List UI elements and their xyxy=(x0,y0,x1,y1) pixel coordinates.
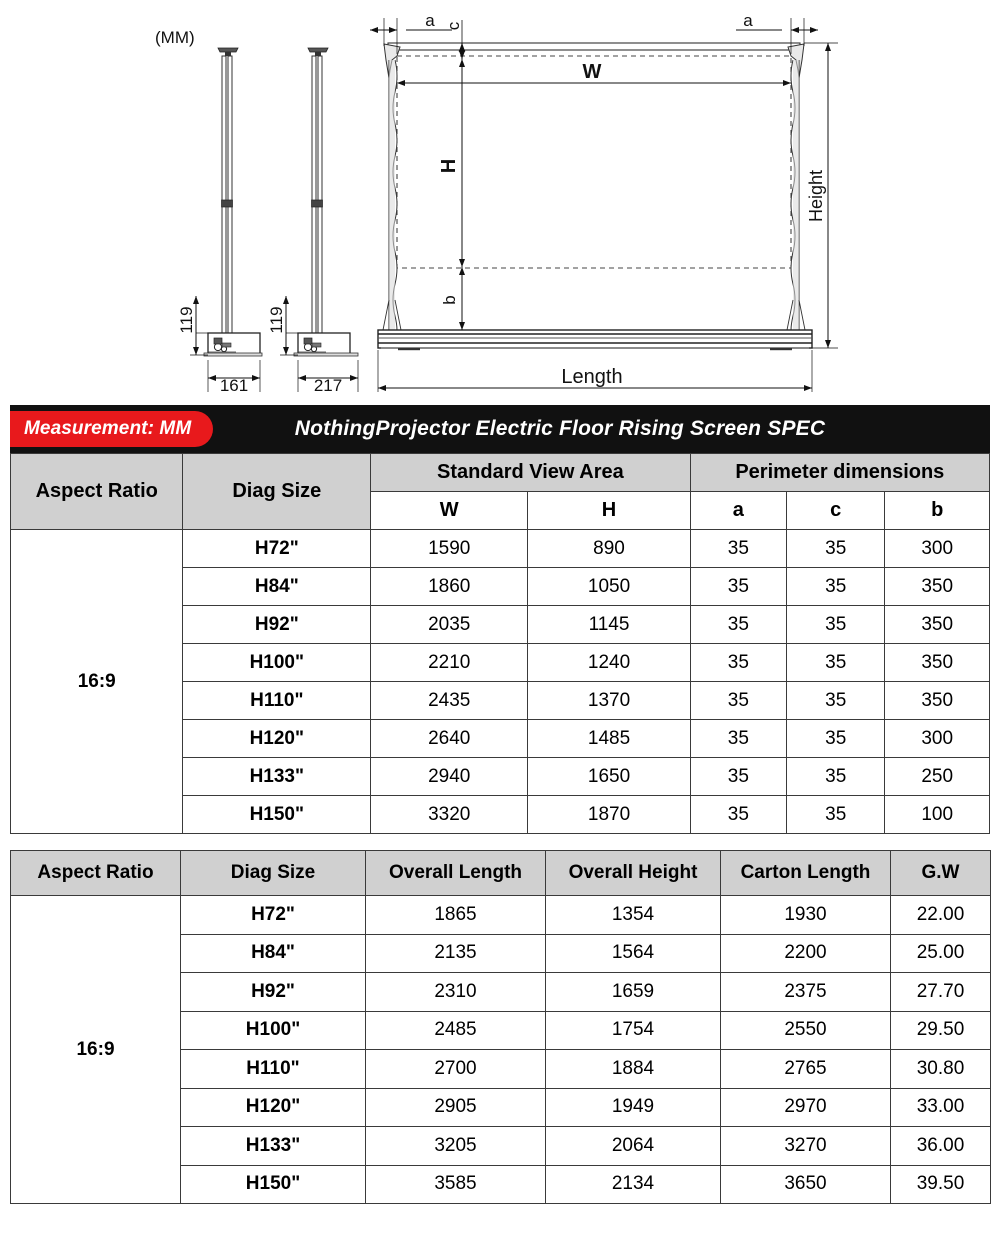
cell-perim-b: 100 xyxy=(885,796,990,834)
cell-diag: H92" xyxy=(181,973,366,1012)
cell-view-w: 2035 xyxy=(371,606,528,644)
cell-perim-b: 350 xyxy=(885,644,990,682)
dim-label-length: Length xyxy=(561,366,623,388)
cell-overall-height: 1564 xyxy=(546,934,721,973)
cell-perim-c: 35 xyxy=(787,758,885,796)
cell-perim-a: 35 xyxy=(690,758,786,796)
th2-diag-size: Diag Size xyxy=(181,851,366,896)
cell-carton-length: 2550 xyxy=(721,1011,891,1050)
spec-title: NothingProjector Electric Floor Rising Screen SPEC xyxy=(294,417,826,440)
cell-diag: H133" xyxy=(183,758,371,796)
cell-gross-weight: 39.50 xyxy=(891,1165,991,1204)
cell-diag: H110" xyxy=(181,1050,366,1089)
cell-perim-b: 350 xyxy=(885,682,990,720)
cell-overall-length: 2700 xyxy=(366,1050,546,1089)
cell-diag: H120" xyxy=(181,1088,366,1127)
th-aspect-ratio: Aspect Ratio xyxy=(11,454,183,530)
side-view-right-base-width-dim: 217 xyxy=(313,376,343,395)
cell-gross-weight: 22.00 xyxy=(891,896,991,935)
dim-label-a-right: a xyxy=(743,11,753,30)
cell-view-w: 1860 xyxy=(371,568,528,606)
cell-carton-length: 2375 xyxy=(721,973,891,1012)
table2-header-row xyxy=(11,851,991,896)
cell-view-h: 1650 xyxy=(528,758,690,796)
technical-drawing-svg xyxy=(0,0,1000,405)
spec-block xyxy=(0,405,1000,1204)
cell-gross-weight: 36.00 xyxy=(891,1127,991,1166)
cell-diag: H92" xyxy=(183,606,371,644)
cell-perim-a: 35 xyxy=(690,606,786,644)
standard-view-area-table xyxy=(10,453,990,834)
cell-perim-b: 300 xyxy=(885,530,990,568)
cell-perim-a: 35 xyxy=(690,530,786,568)
table-row xyxy=(11,896,991,935)
cell-perim-a: 35 xyxy=(690,644,786,682)
spec-title-bar xyxy=(10,405,990,453)
cell-carton-length: 2970 xyxy=(721,1088,891,1127)
cell-diag: H120" xyxy=(183,720,371,758)
dim-label-w: W xyxy=(582,61,602,83)
cell-perim-b: 350 xyxy=(885,606,990,644)
th-c: c xyxy=(787,492,885,530)
th2-carton-length: Carton Length xyxy=(721,851,891,896)
th2-gw: G.W xyxy=(891,851,991,896)
cell-view-w: 2940 xyxy=(371,758,528,796)
cell-diag: H72" xyxy=(181,896,366,935)
cell-view-w: 2640 xyxy=(371,720,528,758)
cell-overall-length: 3585 xyxy=(366,1165,546,1204)
dim-label-height: Height xyxy=(806,169,826,223)
cell-gross-weight: 33.00 xyxy=(891,1088,991,1127)
technical-drawing-area xyxy=(0,0,1000,405)
cell-overall-height: 1884 xyxy=(546,1050,721,1089)
cell-view-h: 1050 xyxy=(528,568,690,606)
dim-label-h: H xyxy=(438,158,460,174)
cell-view-h: 1370 xyxy=(528,682,690,720)
cell-diag: H84" xyxy=(181,934,366,973)
cell-diag: H133" xyxy=(181,1127,366,1166)
cell-overall-height: 2064 xyxy=(546,1127,721,1166)
side-view-right-height-dim: 119 xyxy=(267,306,286,334)
cell-perim-b: 250 xyxy=(885,758,990,796)
side-view-right xyxy=(267,48,358,395)
cell-perim-a: 35 xyxy=(690,568,786,606)
measurement-badge: Measurement: MM xyxy=(10,411,213,447)
cell-overall-length: 1865 xyxy=(366,896,546,935)
cell-carton-length: 1930 xyxy=(721,896,891,935)
cell-overall-height: 1354 xyxy=(546,896,721,935)
cell-view-w: 1590 xyxy=(371,530,528,568)
side-view-left-base-width-dim: 161 xyxy=(219,376,249,395)
dim-label-b: b xyxy=(440,295,459,305)
dim-label-a-left: a xyxy=(425,11,435,30)
th-b: b xyxy=(885,492,990,530)
th-standard-view-area: Standard View Area xyxy=(371,454,691,492)
unit-label: (MM) xyxy=(155,28,195,47)
cell-perim-a: 35 xyxy=(690,720,786,758)
table1-group-header-row xyxy=(11,454,990,492)
cell-view-h: 1145 xyxy=(528,606,690,644)
cell-gross-weight: 30.80 xyxy=(891,1050,991,1089)
cell-diag: H72" xyxy=(183,530,371,568)
th-h: H xyxy=(528,492,690,530)
cell-view-h: 1870 xyxy=(528,796,690,834)
cell-perim-b: 350 xyxy=(885,568,990,606)
cell-diag: H150" xyxy=(181,1165,366,1204)
cell-overall-height: 1949 xyxy=(546,1088,721,1127)
cell-carton-length: 3270 xyxy=(721,1127,891,1166)
cell-perim-c: 35 xyxy=(787,568,885,606)
table-row xyxy=(11,530,990,568)
cell-gross-weight: 29.50 xyxy=(891,1011,991,1050)
cell-aspect-ratio: 16:9 xyxy=(11,530,183,834)
th-a: a xyxy=(690,492,786,530)
cell-perim-a: 35 xyxy=(690,682,786,720)
table-spacer xyxy=(0,834,1000,850)
cell-perim-c: 35 xyxy=(787,606,885,644)
dim-label-c: c xyxy=(444,21,463,31)
cell-overall-length: 2135 xyxy=(366,934,546,973)
th-perimeter-dimensions: Perimeter dimensions xyxy=(690,454,989,492)
cell-view-w: 3320 xyxy=(371,796,528,834)
cell-view-w: 2435 xyxy=(371,682,528,720)
th-diag-size: Diag Size xyxy=(183,454,371,530)
cell-overall-length: 3205 xyxy=(366,1127,546,1166)
cell-diag: H84" xyxy=(183,568,371,606)
cell-diag: H150" xyxy=(183,796,371,834)
cell-overall-length: 2310 xyxy=(366,973,546,1012)
cell-gross-weight: 25.00 xyxy=(891,934,991,973)
cell-view-w: 2210 xyxy=(371,644,528,682)
cell-overall-length: 2485 xyxy=(366,1011,546,1050)
cell-view-h: 890 xyxy=(528,530,690,568)
th2-overall-height: Overall Height xyxy=(546,851,721,896)
cell-gross-weight: 27.70 xyxy=(891,973,991,1012)
cell-perim-c: 35 xyxy=(787,530,885,568)
cell-overall-length: 2905 xyxy=(366,1088,546,1127)
cell-view-h: 1485 xyxy=(528,720,690,758)
cell-perim-b: 300 xyxy=(885,720,990,758)
side-view-left xyxy=(177,48,262,395)
th2-overall-length: Overall Length xyxy=(366,851,546,896)
cell-perim-c: 35 xyxy=(787,720,885,758)
cell-diag: H110" xyxy=(183,682,371,720)
side-view-left-height-dim: 119 xyxy=(177,306,196,334)
cell-aspect-ratio: 16:9 xyxy=(11,896,181,1204)
th2-aspect-ratio: Aspect Ratio xyxy=(11,851,181,896)
cell-perim-c: 35 xyxy=(787,644,885,682)
overall-dimensions-table xyxy=(10,850,991,1204)
cell-overall-height: 1754 xyxy=(546,1011,721,1050)
cell-overall-height: 2134 xyxy=(546,1165,721,1204)
cell-view-h: 1240 xyxy=(528,644,690,682)
cell-perim-c: 35 xyxy=(787,796,885,834)
cell-carton-length: 2200 xyxy=(721,934,891,973)
cell-perim-c: 35 xyxy=(787,682,885,720)
cell-carton-length: 3650 xyxy=(721,1165,891,1204)
cell-carton-length: 2765 xyxy=(721,1050,891,1089)
cell-diag: H100" xyxy=(181,1011,366,1050)
front-view xyxy=(370,11,838,392)
th-w: W xyxy=(371,492,528,530)
cell-overall-height: 1659 xyxy=(546,973,721,1012)
cell-diag: H100" xyxy=(183,644,371,682)
cell-perim-a: 35 xyxy=(690,796,786,834)
